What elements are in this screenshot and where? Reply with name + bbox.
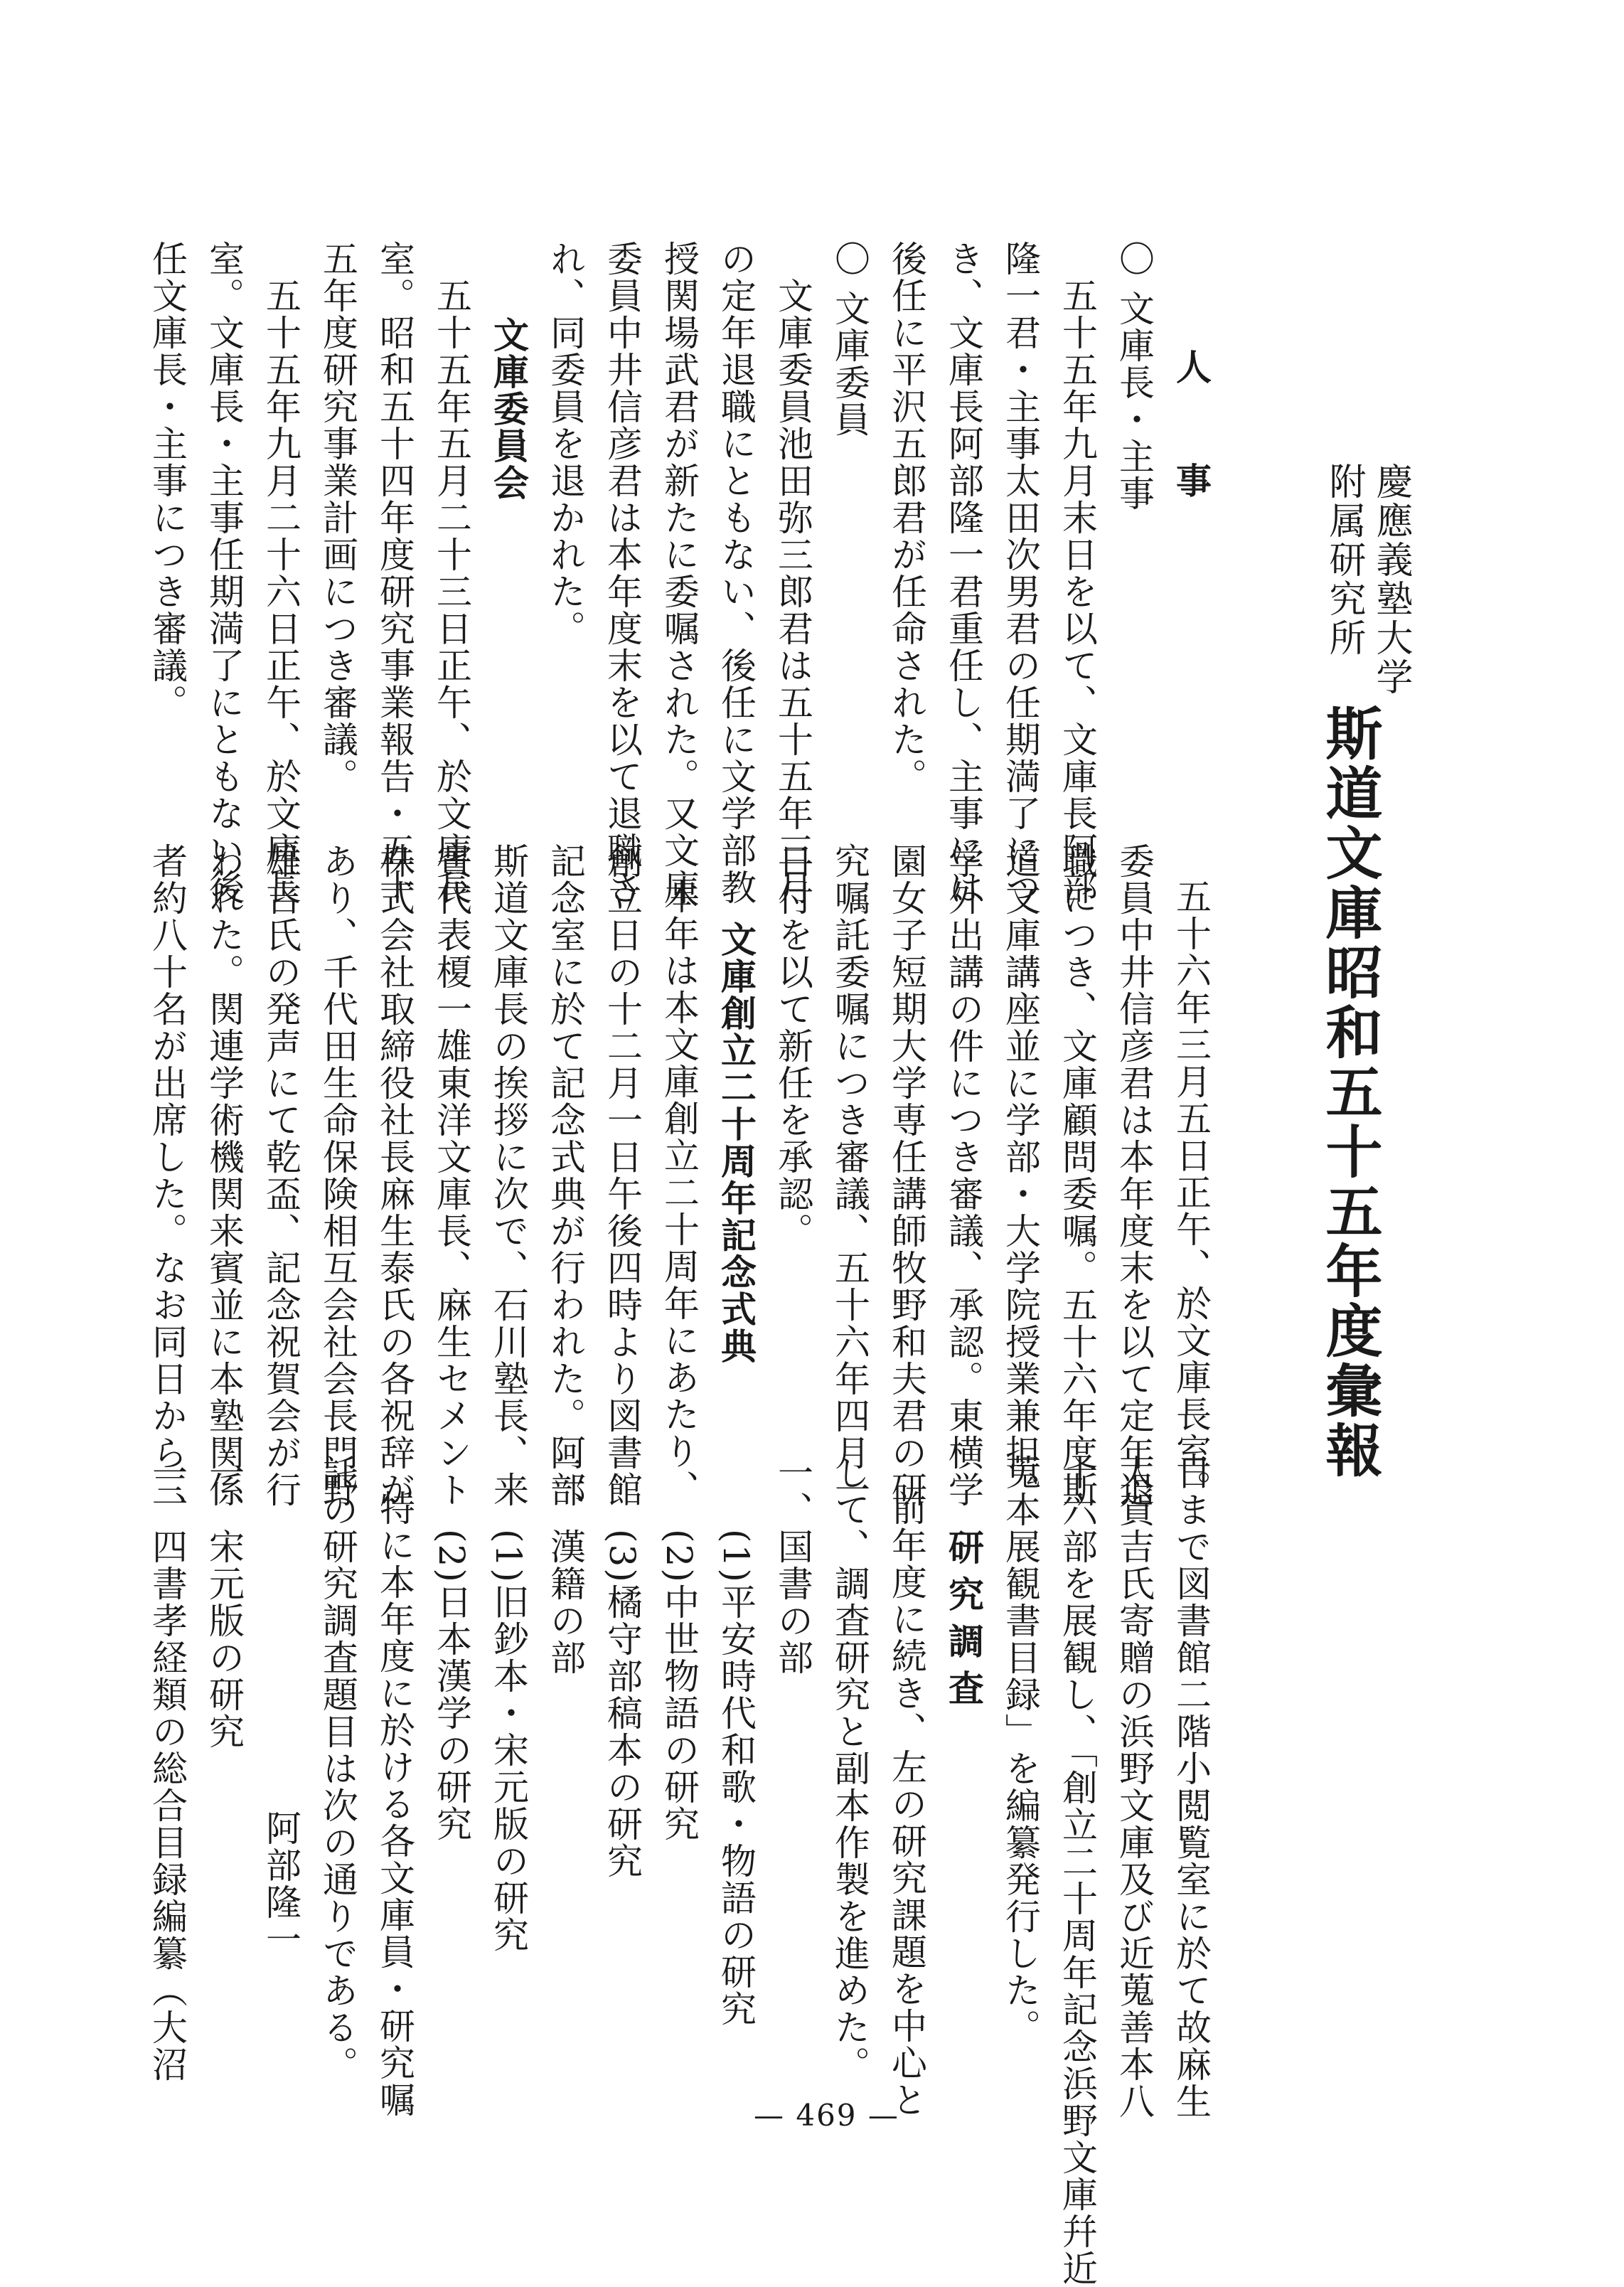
text-column: れ、同委員を退かれた。 (545, 240, 586, 647)
text-column: 委員中井信彦君は本年度末を以て定年退 (1113, 843, 1155, 1508)
text-column: 究嘱託委嘱につき審議、五十六年四月一 (829, 843, 870, 1508)
text-column: 職につき、文庫顧問委嘱。五十六年度斯 (1057, 843, 1098, 1508)
text-column: 道文庫講座並に学部・大学院授業兼担、 (1000, 843, 1041, 1508)
section-heading-committee: 文庫委員会 (488, 316, 530, 501)
section-heading-research: 研究調査 (943, 1529, 985, 1717)
text-column: (2)中世物語の研究 (658, 1529, 700, 1843)
page-number: — 469 — (754, 2098, 899, 2133)
text-column: 一、四書孝経類の総合目録編纂（大沼 (146, 1454, 188, 2083)
text-column: 委員中井信彦君は本年度末を以て退職さ (602, 240, 643, 906)
text-column: 〇 文庫委員 (829, 240, 870, 438)
text-column: 記念室に於て記念式典が行われた。阿部 (545, 843, 586, 1508)
text-column: (3)橘守部稿本の研究 (602, 1529, 643, 1880)
text-column: 創立日の十二月一日午後四時より図書館 (602, 843, 643, 1508)
text-column: 五年度研究事業計画につき審議。 (317, 240, 358, 795)
text-column: の定年退職にともない、後任に文学部教 (715, 240, 757, 906)
text-column: 斯道文庫長の挨拶に次で、石川塾長、来 (488, 843, 529, 1508)
text-column: 〇 文庫長・主事 (1113, 240, 1155, 512)
text-column: 室。文庫長・主事任期満了にともない後 (203, 240, 245, 906)
text-column: (1)旧鈔本・宋元版の研究 (488, 1529, 529, 1953)
text-column: 株式会社取締役社長麻生泰氏の各祝辞が (374, 843, 415, 1508)
text-column: 五十五年九月末日を以て、文庫長阿部 (1057, 277, 1098, 906)
text-column: 任文庫長・主事につき審議。 (146, 240, 188, 721)
text-column: 一、宋元版の研究 (203, 1454, 245, 1750)
text-column: (1)平安時代和歌・物語の研究 (715, 1529, 757, 2027)
text-column: 雄吉氏の発声にて乾盃、記念祝賀会が行 (260, 843, 301, 1508)
text-column: 前年度に続き、左の研究課題を中心と (886, 1490, 927, 2118)
text-column: 隆一君・主事太田次男君の任期満了につ (1000, 240, 1041, 906)
text-column: 二、漢籍の部 (545, 1454, 586, 1676)
text-column: 五十五年九月二十六日正午、於文庫長 (260, 277, 301, 906)
text-column: して、調査研究と副本作製を進めた。 (829, 1454, 870, 2083)
text-column: 学外出講の件につき審議、承認。東横学 (943, 843, 984, 1508)
text-column: 五十五年五月二十三日正午、於文庫長 (431, 277, 472, 906)
text-column: 文庫委員池田弥三郎君は五十五年三月 (772, 277, 813, 906)
text-column: 室。昭和五十四年度研究事業報告・五十 (374, 240, 415, 906)
text-column: われた。関連学術機関来賓並に本塾関係 (203, 843, 245, 1508)
text-column: 本年は本文庫創立二十周年にあたり、 (658, 878, 700, 1507)
text-column: (2)日本漢学の研究 (431, 1529, 472, 1843)
text-column: 託の研究調査題目は次の通りである。 (317, 1454, 358, 2083)
text-column: き、文庫長阿部隆一君重任し、主事には (943, 240, 984, 906)
section-heading-personnel: 人 事 (1170, 348, 1212, 519)
text-column: 日付を以て新任を承認。 (772, 843, 813, 1249)
affiliation-line-2: 附属研究所 (1323, 462, 1365, 658)
text-column-author: 阿部隆一 (260, 1810, 301, 1958)
text-column: 五十六年三月五日正午、於文庫長室。 (1170, 878, 1212, 1507)
page-title: 斯道文庫昭和五十五年度彙報 (1316, 704, 1383, 1481)
text-column: 蒐本展観書目録」を編纂発行した。 (1000, 1454, 1041, 2046)
text-column: 太賀吉氏寄贈の浜野文庫及び近蒐善本八 (1113, 1454, 1155, 2120)
section-heading-anniversary: 文庫創立二十周年記念式典 (715, 921, 757, 1365)
text-column: 授関場武君が新たに委嘱された。又文庫 (658, 240, 700, 906)
text-column: 日まで図書館二階小閲覧室に於て故麻生 (1170, 1454, 1212, 2120)
text-column: 特に本年度に於ける各文庫員・研究嘱 (374, 1490, 415, 2118)
affiliation-line-1: 慶應義塾大学 (1369, 462, 1412, 697)
text-column: 者約八十名が出席した。なお同日から三 (146, 843, 188, 1508)
text-column: あり、千代田生命保険相互会社会長門野 (317, 843, 358, 1508)
text-column: 十六部を展観し、「創立二十周年記念浜野文庫幷近 (1057, 1454, 1098, 2287)
text-column: 園女子短期大学専任講師牧野和夫君の研 (886, 843, 927, 1508)
text-column: 後任に平沢五郎君が任命された。 (886, 240, 927, 795)
text-column: 賓代表榎一雄東洋文庫長、麻生セメント (431, 843, 472, 1508)
text-column: 一、国書の部 (772, 1454, 813, 1676)
